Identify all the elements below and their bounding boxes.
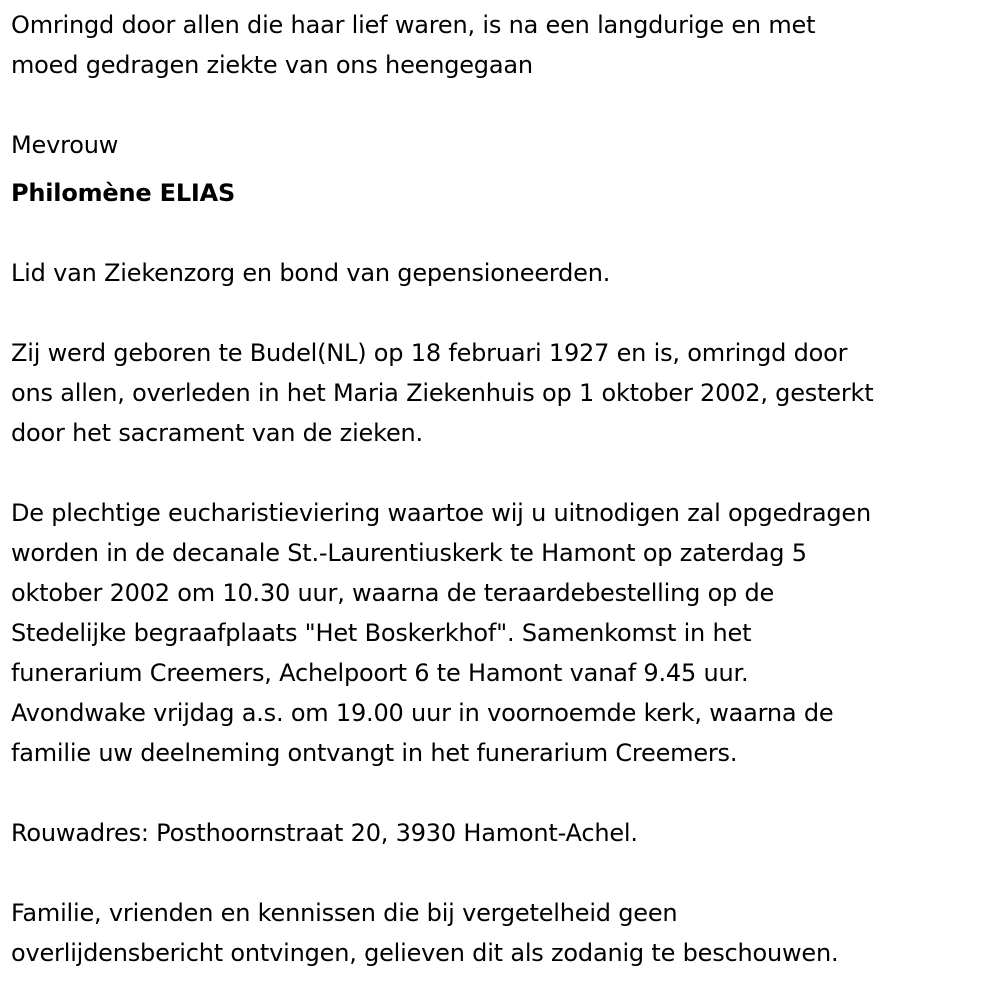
membership-line: Lid van Ziekenzorg en bond van gepensioneerden.: [11, 259, 611, 287]
ceremony-line: Avondwake vrijdag a.s. om 19.00 uur in voornoemde kerk, waarna de: [11, 699, 834, 727]
intro-line: Omringd door allen die haar lief waren, is na een langdurige en met: [11, 11, 816, 39]
deceased-name: Philomène ELIAS: [11, 179, 236, 207]
paragraph-gap: [11, 213, 986, 253]
paragraph-gap: [11, 453, 986, 493]
paragraph-gap: [11, 773, 986, 813]
birth-death-line: door het sacrament van de zieken.: [11, 419, 423, 447]
ceremony-line: funerarium Creemers, Achelpoort 6 te Hamont vanaf 9.45 uur.: [11, 659, 749, 687]
birth-death-paragraph: [11, 333, 986, 453]
paragraph-gap: [11, 293, 986, 333]
ceremony-line: familie uw deelneming ontvangt in het funerarium Creemers.: [11, 739, 738, 767]
closing-line: Familie, vrienden en kennissen die bij vergetelheid geen: [11, 899, 678, 927]
paragraph-gap: [11, 85, 986, 125]
closing-paragraph: [11, 893, 986, 973]
ceremony-line: De plechtige eucharistieviering waartoe wij u uitnodigen zal opgedragen: [11, 499, 871, 527]
obituary-notice: [11, 5, 986, 973]
ceremony-paragraph: [11, 493, 986, 773]
ceremony-line: oktober 2002 om 10.30 uur, waarna de teraardebestelling op de: [11, 579, 775, 607]
birth-death-line: Zij werd geboren te Budel(NL) op 18 februari 1927 en is, omringd door: [11, 339, 848, 367]
paragraph-gap: [11, 853, 986, 893]
birth-death-line: ons allen, overleden in het Maria Ziekenhuis op 1 oktober 2002, gesterkt: [11, 379, 874, 407]
closing-line: overlijdensbericht ontvingen, gelieven dit als zodanig te beschouwen.: [11, 939, 839, 967]
intro-line: moed gedragen ziekte van ons heengegaan: [11, 51, 533, 79]
salutation: Mevrouw: [11, 131, 119, 159]
ceremony-line: worden in de decanale St.-Laurentiuskerk te Hamont op zaterdag 5: [11, 539, 807, 567]
intro-paragraph: [11, 5, 986, 85]
mourning-address: Rouwadres: Posthoornstraat 20, 3930 Hamont-Achel.: [11, 819, 638, 847]
ceremony-line: Stedelijke begraafplaats "Het Boskerkhof". Samenkomst in het: [11, 619, 752, 647]
